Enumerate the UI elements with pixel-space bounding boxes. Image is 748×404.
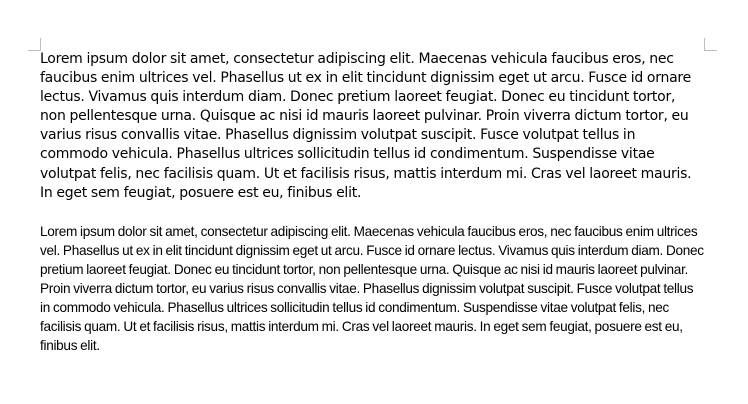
paragraph-2[interactable]: Lorem ipsum dolor sit amet, consectetur adipiscing elit. Maecenas vehicula faucibus eros, nec faucibus enim ultrices vel. Phasellus ut ex in elit tincidunt dignissim eget ut arcu. Fusce id ornare lectus. Vivamus quis interdum diam. Donec pretium laoreet feugiat. Donec eu tincidunt tortor, non pellentesque urna. Quisque ac nisi id mauris laoreet pulvinar. Proin viverra dictum tortor, eu varius risus convallis vitae. Phasellus dignissim volutpat suscipit. Fusce volutpat tellus in commodo vehicula. Phasellus ultrices sollicitudin tellus id condimentum. Suspendisse vitae volutpat felis, nec facilisis quam. Ut et facilisis risus, mattis interdum mi. Cras vel laoreet mauris. In eget sem feugiat, posuere est eu, finibus elit.	[40, 223, 704, 354]
document-text-area[interactable]	[40, 50, 704, 355]
paragraph-1[interactable]: Lorem ipsum dolor sit amet, consectetur adipiscing elit. Maecenas vehicula faucibus eros, nec faucibus enim ultrices vel. Phasellus ut ex in elit tincidunt dignissim eget ut arcu. Fusce id ornare lectus. Vivamus quis interdum diam. Donec pretium laoreet feugiat. Donec eu tincidunt tortor, non pellentesque urna. Quisque ac nisi id mauris laoreet pulvinar. Proin viverra dictum tortor, eu varius risus convallis vitae. Phasellus dignissim volutpat suscipit. Fusce volutpat tellus in commodo vehicula. Phasellus ultrices sollicitudin tellus id condimentum. Suspendisse vitae volutpat felis, nec facilisis quam. Ut et facilisis risus, mattis interdum mi. Cras vel laoreet mauris. In eget sem feugiat, posuere est eu, finibus elit.	[40, 51, 692, 201]
top-right-margin-corner-mark	[704, 38, 717, 51]
